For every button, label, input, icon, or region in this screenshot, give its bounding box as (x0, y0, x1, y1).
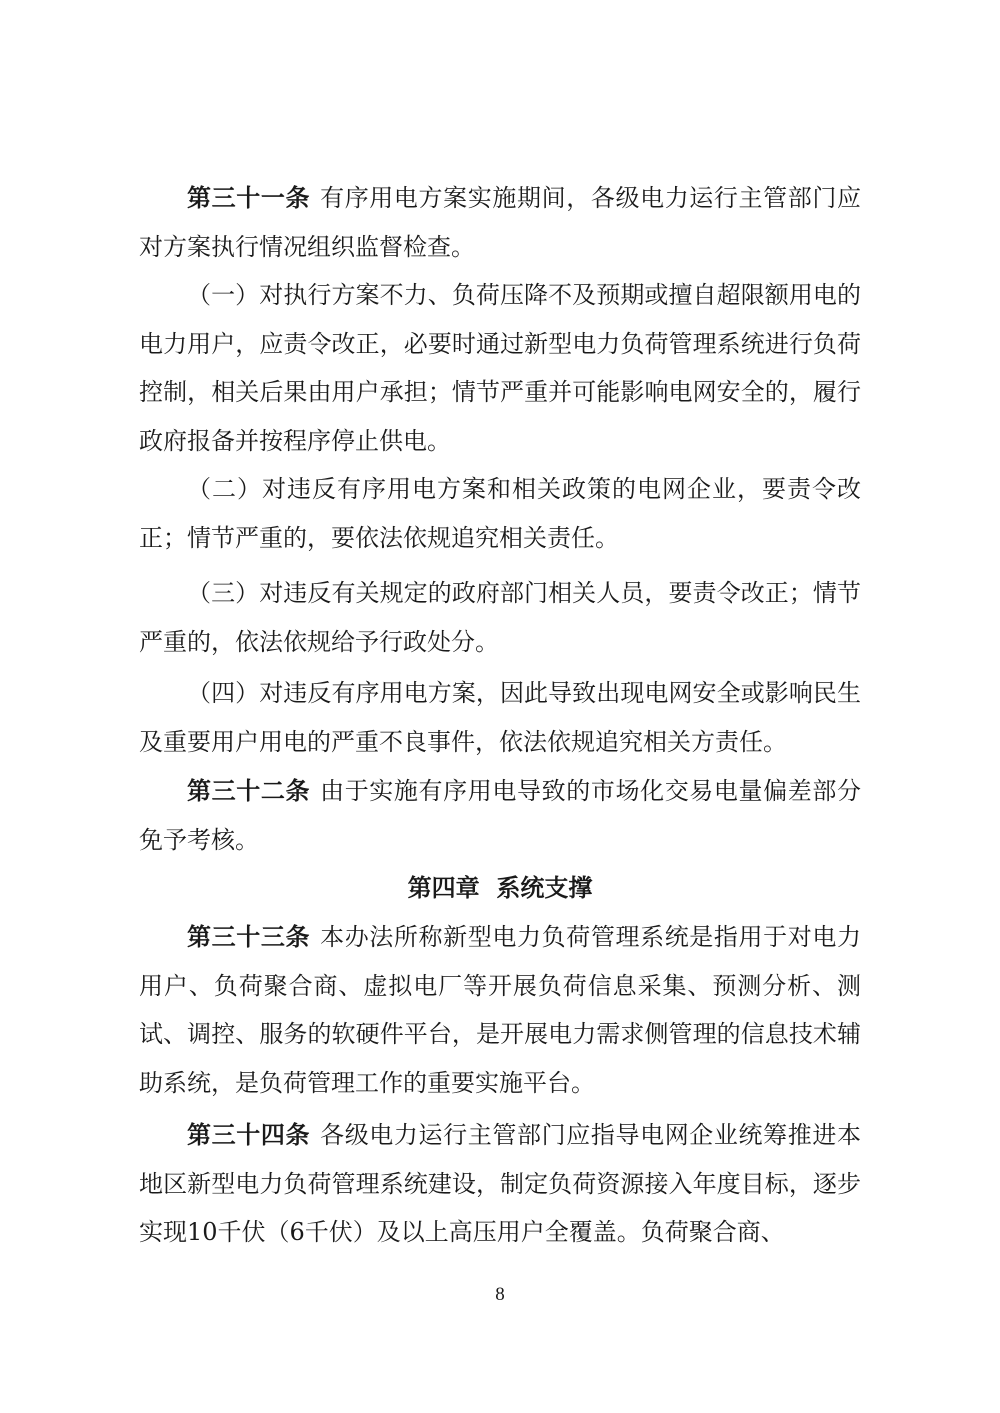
paragraph-text: （三）对违反有关规定的政府部门相关人员，要责令改正；情节严重的，依法依规给予行政处分。 (139, 579, 861, 656)
paragraph-text: （二）对违反有序用电方案和相关政策的电网企业，要责令改正；情节严重的，要依法依规追究相关责任。 (139, 475, 861, 552)
paragraph-text: 本办法所称新型电力负荷管理系统是指用于对电力用户、负荷聚合商、虚拟电厂等开展负荷信息采集、预测分析、测试、调控、服务的软硬件平台，是开展电力需求侧管理的信息技术辅助系统，是负荷管理工作的重要实施平台。 (139, 923, 861, 1097)
paragraph-text: 有序用电方案实施期间，各级电力运行主管部门应对方案执行情况组织监督检查。 (139, 184, 861, 261)
paragraph-item-2 (139, 465, 861, 562)
paragraph-item-4 (139, 669, 861, 766)
paragraph-text: （一）对执行方案不力、负荷压降不及预期或擅自超限额用电的电力用户，应责令改正，必要时通过新型电力负荷管理系统进行负荷控制，相关后果由用户承担；情节严重并可能影响电网安全的，履行政府报备并按程序停止供电。 (139, 281, 861, 455)
article-heading: 第三十四条 (187, 1120, 311, 1149)
chapter-title: 第四章 系统支撑 (407, 873, 593, 902)
article-heading: 第三十二条 (187, 776, 311, 805)
paragraph-text: （四）对违反有序用电方案，因此导致出现电网安全或影响民生及重要用户用电的严重不良事件，依法依规追究相关方责任。 (139, 679, 861, 756)
paragraph-article-32 (139, 767, 861, 864)
paragraph-item-1 (139, 271, 861, 465)
paragraph-item-3 (139, 569, 861, 666)
paragraph-article-34 (139, 1111, 861, 1257)
article-heading: 第三十一条 (187, 183, 311, 212)
paragraph-article-31 (139, 174, 861, 271)
paragraph-article-33 (139, 913, 861, 1107)
paragraph-text: 各级电力运行主管部门应指导电网企业统筹推进本地区新型电力负荷管理系统建设，制定负荷资源接入年度目标，逐步实现10千伏（6千伏）及以上高压用户全覆盖。负荷聚合商、 (139, 1121, 861, 1246)
article-heading: 第三十三条 (187, 922, 311, 951)
page-number: 8 (495, 1284, 505, 1305)
paragraph-text: 由于实施有序用电导致的市场化交易电量偏差部分免予考核。 (139, 777, 861, 854)
